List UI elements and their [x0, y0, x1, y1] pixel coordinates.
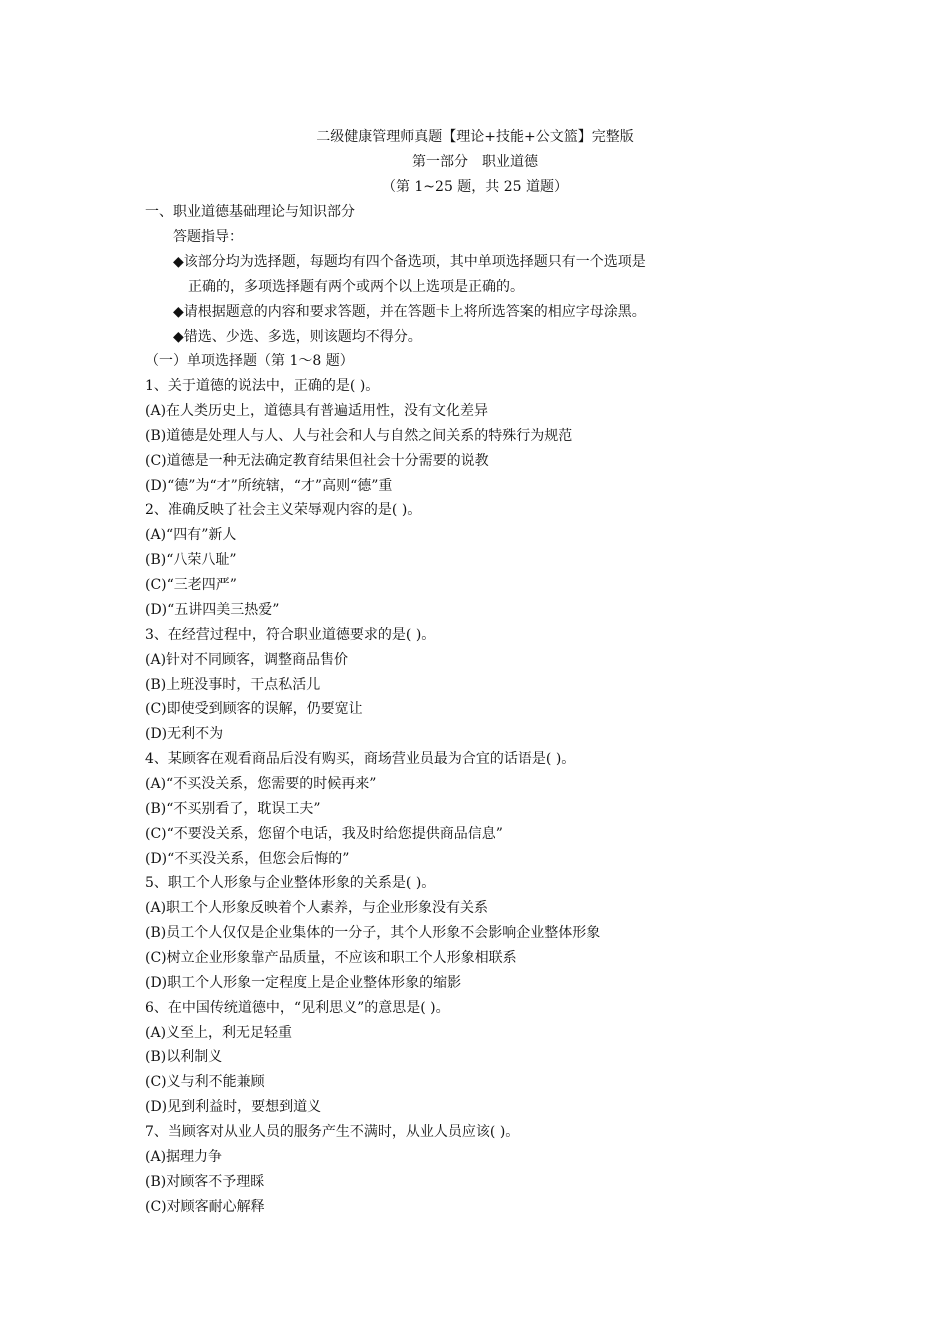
option: (B)以利制义 [145, 1049, 223, 1065]
option: (C)“不要没关系，您留个电话，我及时给您提供商品信息” [145, 826, 503, 842]
option: (A)据理力争 [145, 1149, 223, 1165]
question-stem: 6、在中国传统道德中，“见利思义”的意思是( )。 [145, 1000, 450, 1016]
option: (D)“德”为“才”所统辖，“才”高则“德”重 [145, 478, 393, 494]
part-title: 第一部分 职业道德 [412, 154, 538, 170]
instruction-1-cont: 正确的，多项选择题有两个或两个以上选项是正确的。 [188, 279, 524, 295]
option: (C)即使受到顾客的误解，仍要宽让 [145, 701, 363, 717]
document-title: 二级健康管理师真题【理论+技能+公文篮】完整版 [316, 129, 634, 145]
guide-label: 答题指导： [173, 229, 243, 245]
option: (B)“不买别看了，耽误工夫” [145, 801, 321, 817]
option: (D)“不买没关系，但您会后悔的” [145, 851, 350, 867]
option: (C)树立企业形象靠产品质量，不应该和职工个人形象相联系 [145, 950, 517, 966]
option: (C)对顾客耐心解释 [145, 1199, 265, 1215]
option: (A)“不买没关系，您需要的时候再来” [145, 776, 377, 792]
option: (B)道德是处理人与人、人与社会和人与自然之间关系的特殊行为规范 [145, 428, 573, 444]
option: (B)对顾客不予理睬 [145, 1174, 265, 1190]
option: (C)义与利不能兼顾 [145, 1074, 265, 1090]
option: (A)针对不同顾客，调整商品售价 [145, 652, 349, 668]
option: (C)“三老四严” [145, 577, 237, 593]
question-stem: 7、当顾客对从业人员的服务产生不满时，从业人员应该( )。 [145, 1124, 520, 1140]
option: (D)“五讲四美三热爱” [145, 602, 280, 618]
option: (A)职工个人形象反映着个人素养，与企业形象没有关系 [145, 900, 489, 916]
section-heading: 一、职业道德基础理论与知识部分 [145, 204, 355, 220]
question-stem: 2、准确反映了社会主义荣辱观内容的是( )。 [145, 502, 422, 518]
option: (D)职工个人形象一定程度上是企业整体形象的缩影 [145, 975, 462, 991]
option: (B)上班没事时，干点私活儿 [145, 677, 321, 693]
subheading: （一）单项选择题（第 1～8 题） [145, 353, 354, 369]
question-stem: 4、某顾客在观看商品后没有购买，商场营业员最为合宜的话语是( )。 [145, 751, 576, 767]
option: (B)员工个人仅仅是企业集体的一分子，其个人形象不会影响企业整体形象 [145, 925, 601, 941]
instruction-1: ◆该部分均为选择题，每题均有四个备选项，其中单项选择题只有一个选项是 [173, 254, 646, 270]
question-stem: 1、关于道德的说法中，正确的是( )。 [145, 378, 380, 394]
option: (D)见到利益时，要想到道义 [145, 1099, 322, 1115]
option: (A)“四有”新人 [145, 527, 237, 543]
option: (A)义至上，利无足轻重 [145, 1025, 293, 1041]
question-stem: 3、在经营过程中，符合职业道德要求的是( )。 [145, 627, 436, 643]
instruction-3: ◆错选、少选、多选，则该题均不得分。 [173, 329, 422, 345]
option: (C)道德是一种无法确定教育结果但社会十分需要的说教 [145, 453, 489, 469]
option: (D)无利不为 [145, 726, 224, 742]
instruction-2: ◆请根据题意的内容和要求答题，并在答题卡上将所选答案的相应字母涂黑。 [173, 304, 646, 320]
option: (A)在人类历史上，道德具有普遍适用性，没有文化差异 [145, 403, 489, 419]
question-stem: 5、职工个人形象与企业整体形象的关系是( )。 [145, 875, 436, 891]
question-range: （第 1~25 题，共 25 道题） [381, 179, 569, 195]
option: (B)“八荣八耻” [145, 552, 237, 568]
